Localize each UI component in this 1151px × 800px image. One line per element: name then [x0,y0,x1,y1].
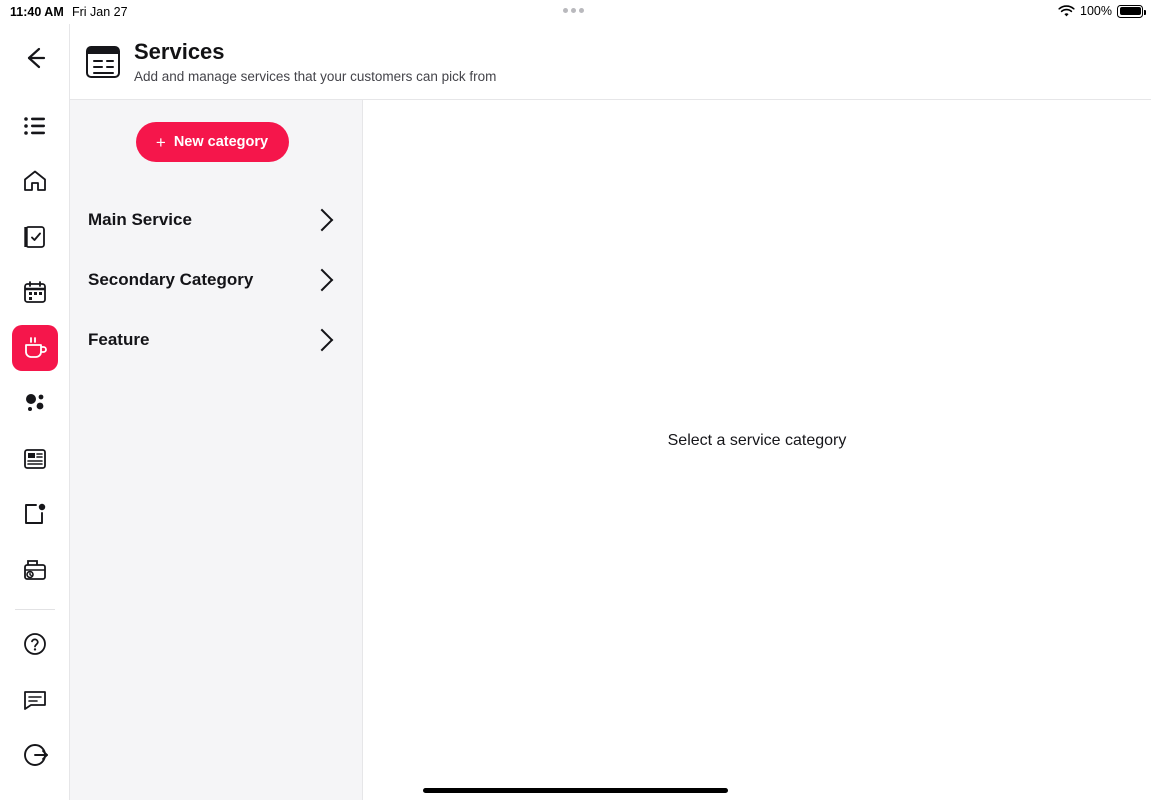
sidebar-item-help[interactable] [12,621,58,667]
box-notification-icon [22,501,48,527]
main-content [363,100,1151,800]
chevron-right-icon [311,269,334,292]
arrow-left-icon [19,42,51,74]
home-indicator[interactable] [423,788,728,793]
status-time: 11:40 AM [10,5,64,19]
list-icon [22,113,48,139]
category-label: Secondary Category [88,270,254,289]
sidebar-item-list[interactable] [12,103,58,149]
category-row-main-service[interactable] [88,190,336,250]
sidebar-item-notifications[interactable] [12,492,58,538]
battery-percent: 100% [1080,4,1112,18]
logout-button[interactable] [12,733,58,779]
sidebar-item-calendar[interactable] [12,270,58,316]
categories-panel [70,100,363,800]
status-right-group [1058,4,1143,18]
page-title: Services [134,39,225,65]
battery-full-icon [1117,5,1143,18]
help-circle-icon [22,631,48,657]
chevron-right-icon [311,329,334,352]
chevron-right-icon [311,209,334,232]
register-clock-icon [22,557,48,583]
plus-icon: + [155,132,166,152]
multitask-dots-icon[interactable] [563,8,584,13]
sidebar-item-services[interactable] [12,325,58,371]
rail-divider [15,609,55,610]
services-card-icon [86,46,120,78]
sidebar-item-reports[interactable] [12,436,58,482]
sidebar-item-register[interactable] [12,547,58,593]
header-text-group [134,39,496,83]
new-category-button[interactable] [136,122,289,162]
category-row-secondary-category[interactable] [88,250,336,310]
bubbles-icon [22,390,48,416]
calendar-icon [22,279,48,305]
back-button[interactable] [19,42,51,79]
coffee-cup-icon [22,335,48,361]
sidebar-item-inventory[interactable] [12,381,58,427]
sidebar-item-messages[interactable] [12,677,58,723]
news-icon [22,446,48,472]
page-header [70,24,1151,100]
status-date: Fri Jan 27 [72,5,128,19]
new-category-label: New category [173,134,269,150]
page-subtitle: Add and manage services that your customers can pick from [134,68,497,84]
sidebar-rail [0,24,70,800]
logout-icon [20,740,50,770]
sidebar-item-orders[interactable] [12,214,58,260]
clipboard-check-icon [22,224,48,250]
sidebar-item-home[interactable] [12,159,58,205]
category-label: Main Service [88,210,192,229]
status-bar [0,0,1151,24]
home-icon [22,168,48,194]
category-list [88,190,336,370]
category-label: Feature [88,330,150,349]
category-row-feature[interactable] [88,310,336,370]
message-icon [22,687,48,713]
empty-state-message: Select a service category [667,432,847,449]
wifi-icon [1058,5,1075,18]
